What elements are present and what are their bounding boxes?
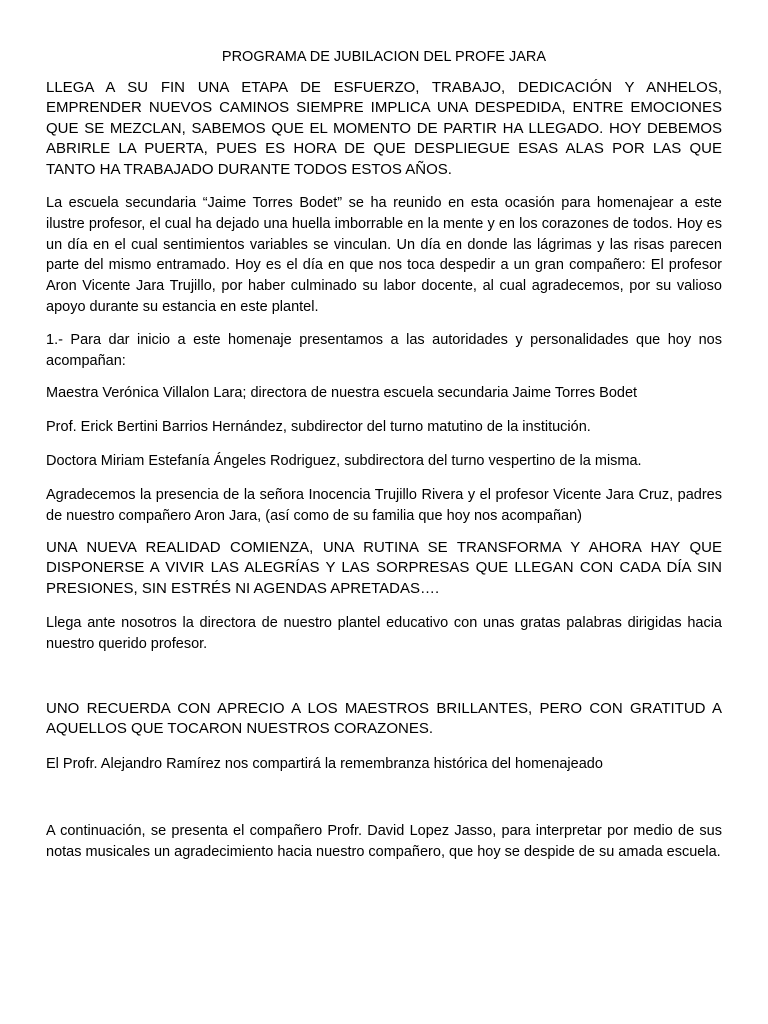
paragraph-subdirector-matutino: Prof. Erick Bertini Barrios Hernández, subdirector del turno matutino de la institución.: [46, 419, 591, 435]
paragraph-remember-teachers: UNO RECUERDA CON APRECIO A LOS MAESTROS BRILLANTES, PERO CON GRATITUD A AQUELLOS QUE TOCARON NUESTROS CORAZONES.: [46, 700, 722, 738]
paragraph-new-reality: UNA NUEVA REALIDAD COMIENZA, UNA RUTINA SE TRANSFORMA Y AHORA HAY QUE DISPONERSE A VIVIR LAS ALEGRÍAS Y LAS SORPRESAS QUE LLEGAN CON CADA DÍA SIN PRESIONES, SIN ESTRÉS NI AGENDAS APRETADAS….: [46, 539, 722, 597]
paragraph-remembrance: El Profr. Alejandro Ramírez nos compartirá la remembranza histórica del homenajeado: [46, 756, 603, 772]
paragraph-intro: LLEGA A SU FIN UNA ETAPA DE ESFUERZO, TRABAJO, DEDICACIÓN Y ANHELOS, EMPRENDER NUEVOS CAMINOS SIEMPRE IMPLICA UNA DESPEDIDA, ENTRE EMOCIONES QUE SE MEZCLAN, SABEMOS QUE EL MOMENTO DE PARTIR HA LLEGADO. HOY DEBEMOS ABRIRLE LA PUERTA, PUES ES HORA DE QUE DESPLIEGUE ESAS ALAS POR LAS QUE TANTO HA TRABAJADO DURANTE TODOS ESTOS AÑOS.: [46, 79, 722, 178]
paragraph-school-tribute: La escuela secundaria “Jaime Torres Bodet” se ha reunido en esta ocasión para homenajear a este ilustre profesor, el cual ha dejado una huella imborrable en la mente y en los corazones de todos. Hoy es un día en el cual sentimientos variables se vinculan. Un día en donde las lágrimas y las risas parecen parte del mismo entramado. Hoy es el día en que nos toca despedir a un gran compañero: El profesor Aron Vicente Jara Trujillo, por haber culminado su labor docente, al cual agradecemos, por su valioso apoyo durante su estancia en este plantel.: [46, 195, 722, 315]
paragraph-subdirectora-vespertino: Doctora Miriam Estefanía Ángeles Rodriguez, subdirectora del turno vespertino de la misma.: [46, 453, 642, 469]
paragraph-music: A continuación, se presenta el compañero Profr. David Lopez Jasso, para interpretar por medio de sus notas musicales un agradecimiento hacia nuestro compañero, que hoy se despide de su amada escuela.: [46, 823, 722, 860]
paragraph-directora: Maestra Verónica Villalon Lara; directora de nuestra escuela secundaria Jaime Torres Bodet: [46, 385, 638, 401]
paragraph-authorities: 1.- Para dar inicio a este homenaje presentamos a las autoridades y personalidades que hoy nos acompañan:: [46, 332, 722, 369]
paragraph-parents: Agradecemos la presencia de la señora Inocencia Trujillo Rivera y el profesor Vicente Jara Cruz, padres de nuestro compañero Aron Jara, (así como de su familia que hoy nos acompañan): [46, 487, 722, 524]
document-title: PROGRAMA DE JUBILACION DEL PROFE JARA: [221, 49, 547, 65]
paragraph-directora-words: Llega ante nosotros la directora de nuestro plantel educativo con unas gratas palabras dirigidas hacia nuestro querido profesor.: [46, 615, 722, 652]
